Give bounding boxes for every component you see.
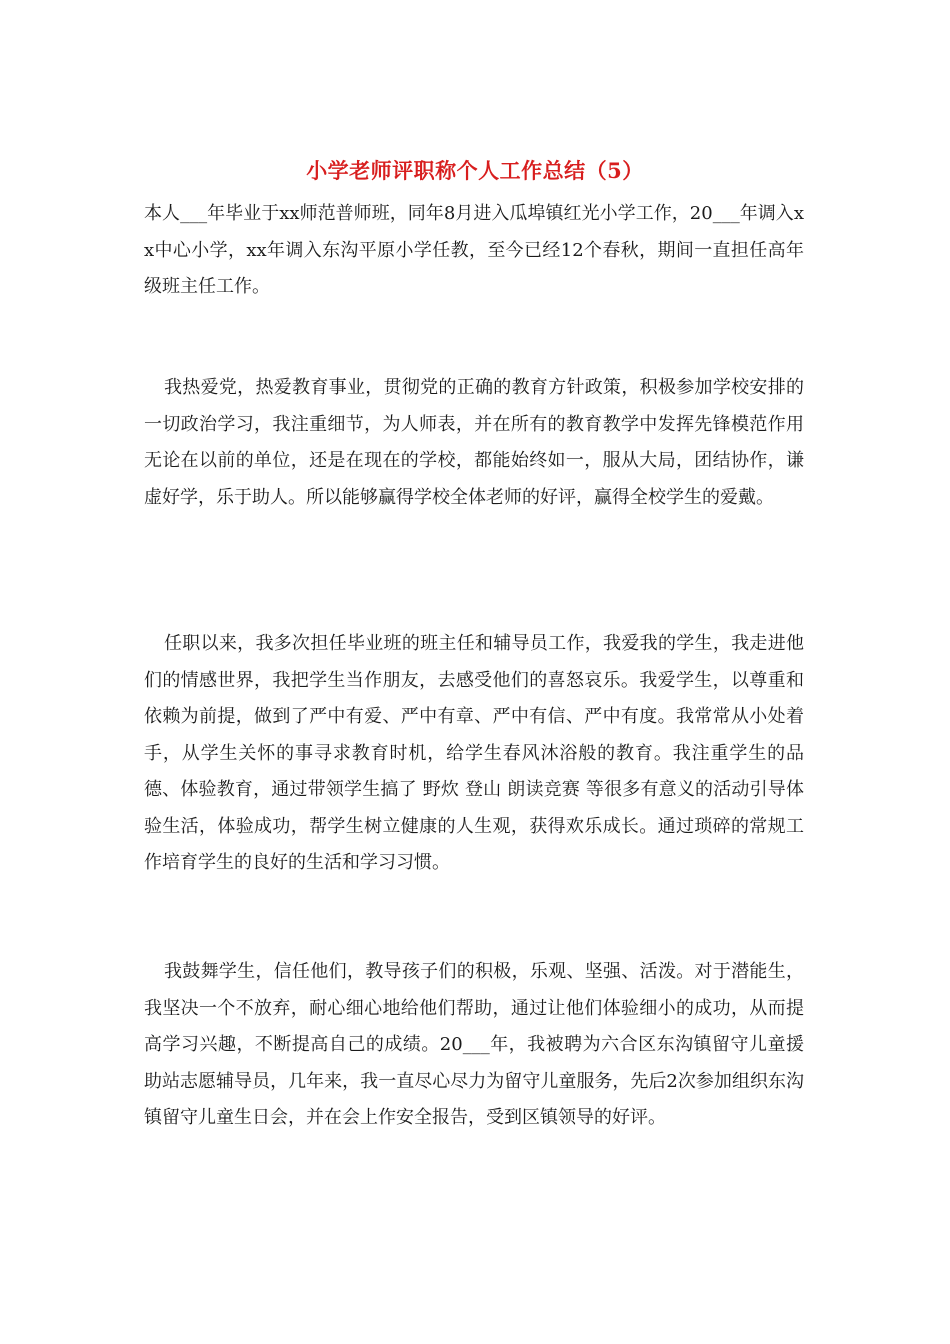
- paragraph-encouraging-students: 我鼓舞学生，信任他们，教导孩子们的积极，乐观、坚强、活泼。对于潜能生，我坚决一个不放弃，耐心细心地给他们帮助，通过让他们体验细小的成功，从而提高学习兴趣，不断提高自己的成绩。20___年，我被聘为六合区东沟镇留守儿童援助站志愿辅导员，几年来，我一直尽心尽力为留守儿童服务，先后2次参加组织东沟镇留守儿童生日会，并在会上作安全报告，受到区镇领导的好评。: [144, 961, 804, 1128]
- paragraph-intro: 本人___年毕业于xx师范普师班，同年8月进入瓜埠镇红光小学工作，20___年调入xx中心小学，xx年调入东沟平原小学任教，至今已经12个春秋，期间一直担任高年级班主任工作。: [144, 203, 804, 297]
- paragraph-political-attitude: 我热爱党，热爱教育事业，贯彻党的正确的教育方针政策，积极参加学校安排的一切政治学习，我注重细节，为人师表，并在所有的教育教学中发挥先锋模范作用无论在以前的单位，还是在现在的学校，都能始终如一，服从大局，团结协作，谦虚好学，乐于助人。所以能够赢得学校全体老师的好评，赢得全校学生的爱戴。: [144, 377, 804, 508]
- paragraph-class-teacher-work: 任职以来，我多次担任毕业班的班主任和辅导员工作，我爱我的学生，我走进他们的情感世界，我把学生当作朋友，去感受他们的喜怒哀乐。我爱学生，以尊重和依赖为前提，做到了严中有爱、严中有章、严中有信、严中有度。我常常从小处着手，从学生关怀的事寻求教育时机，给学生春风沐浴般的教育。我注重学生的品德、体验教育，通过带领学生搞了 野炊 登山 朗读竞赛 等很多有意义的活动引导体验生活，体验成功，帮学生树立健康的人生观，获得欢乐成长。通过琐碎的常规工作培育学生的良好的生活和学习习惯。: [144, 633, 804, 873]
- document-title: 小学老师评职称个人工作总结（5）: [306, 158, 644, 183]
